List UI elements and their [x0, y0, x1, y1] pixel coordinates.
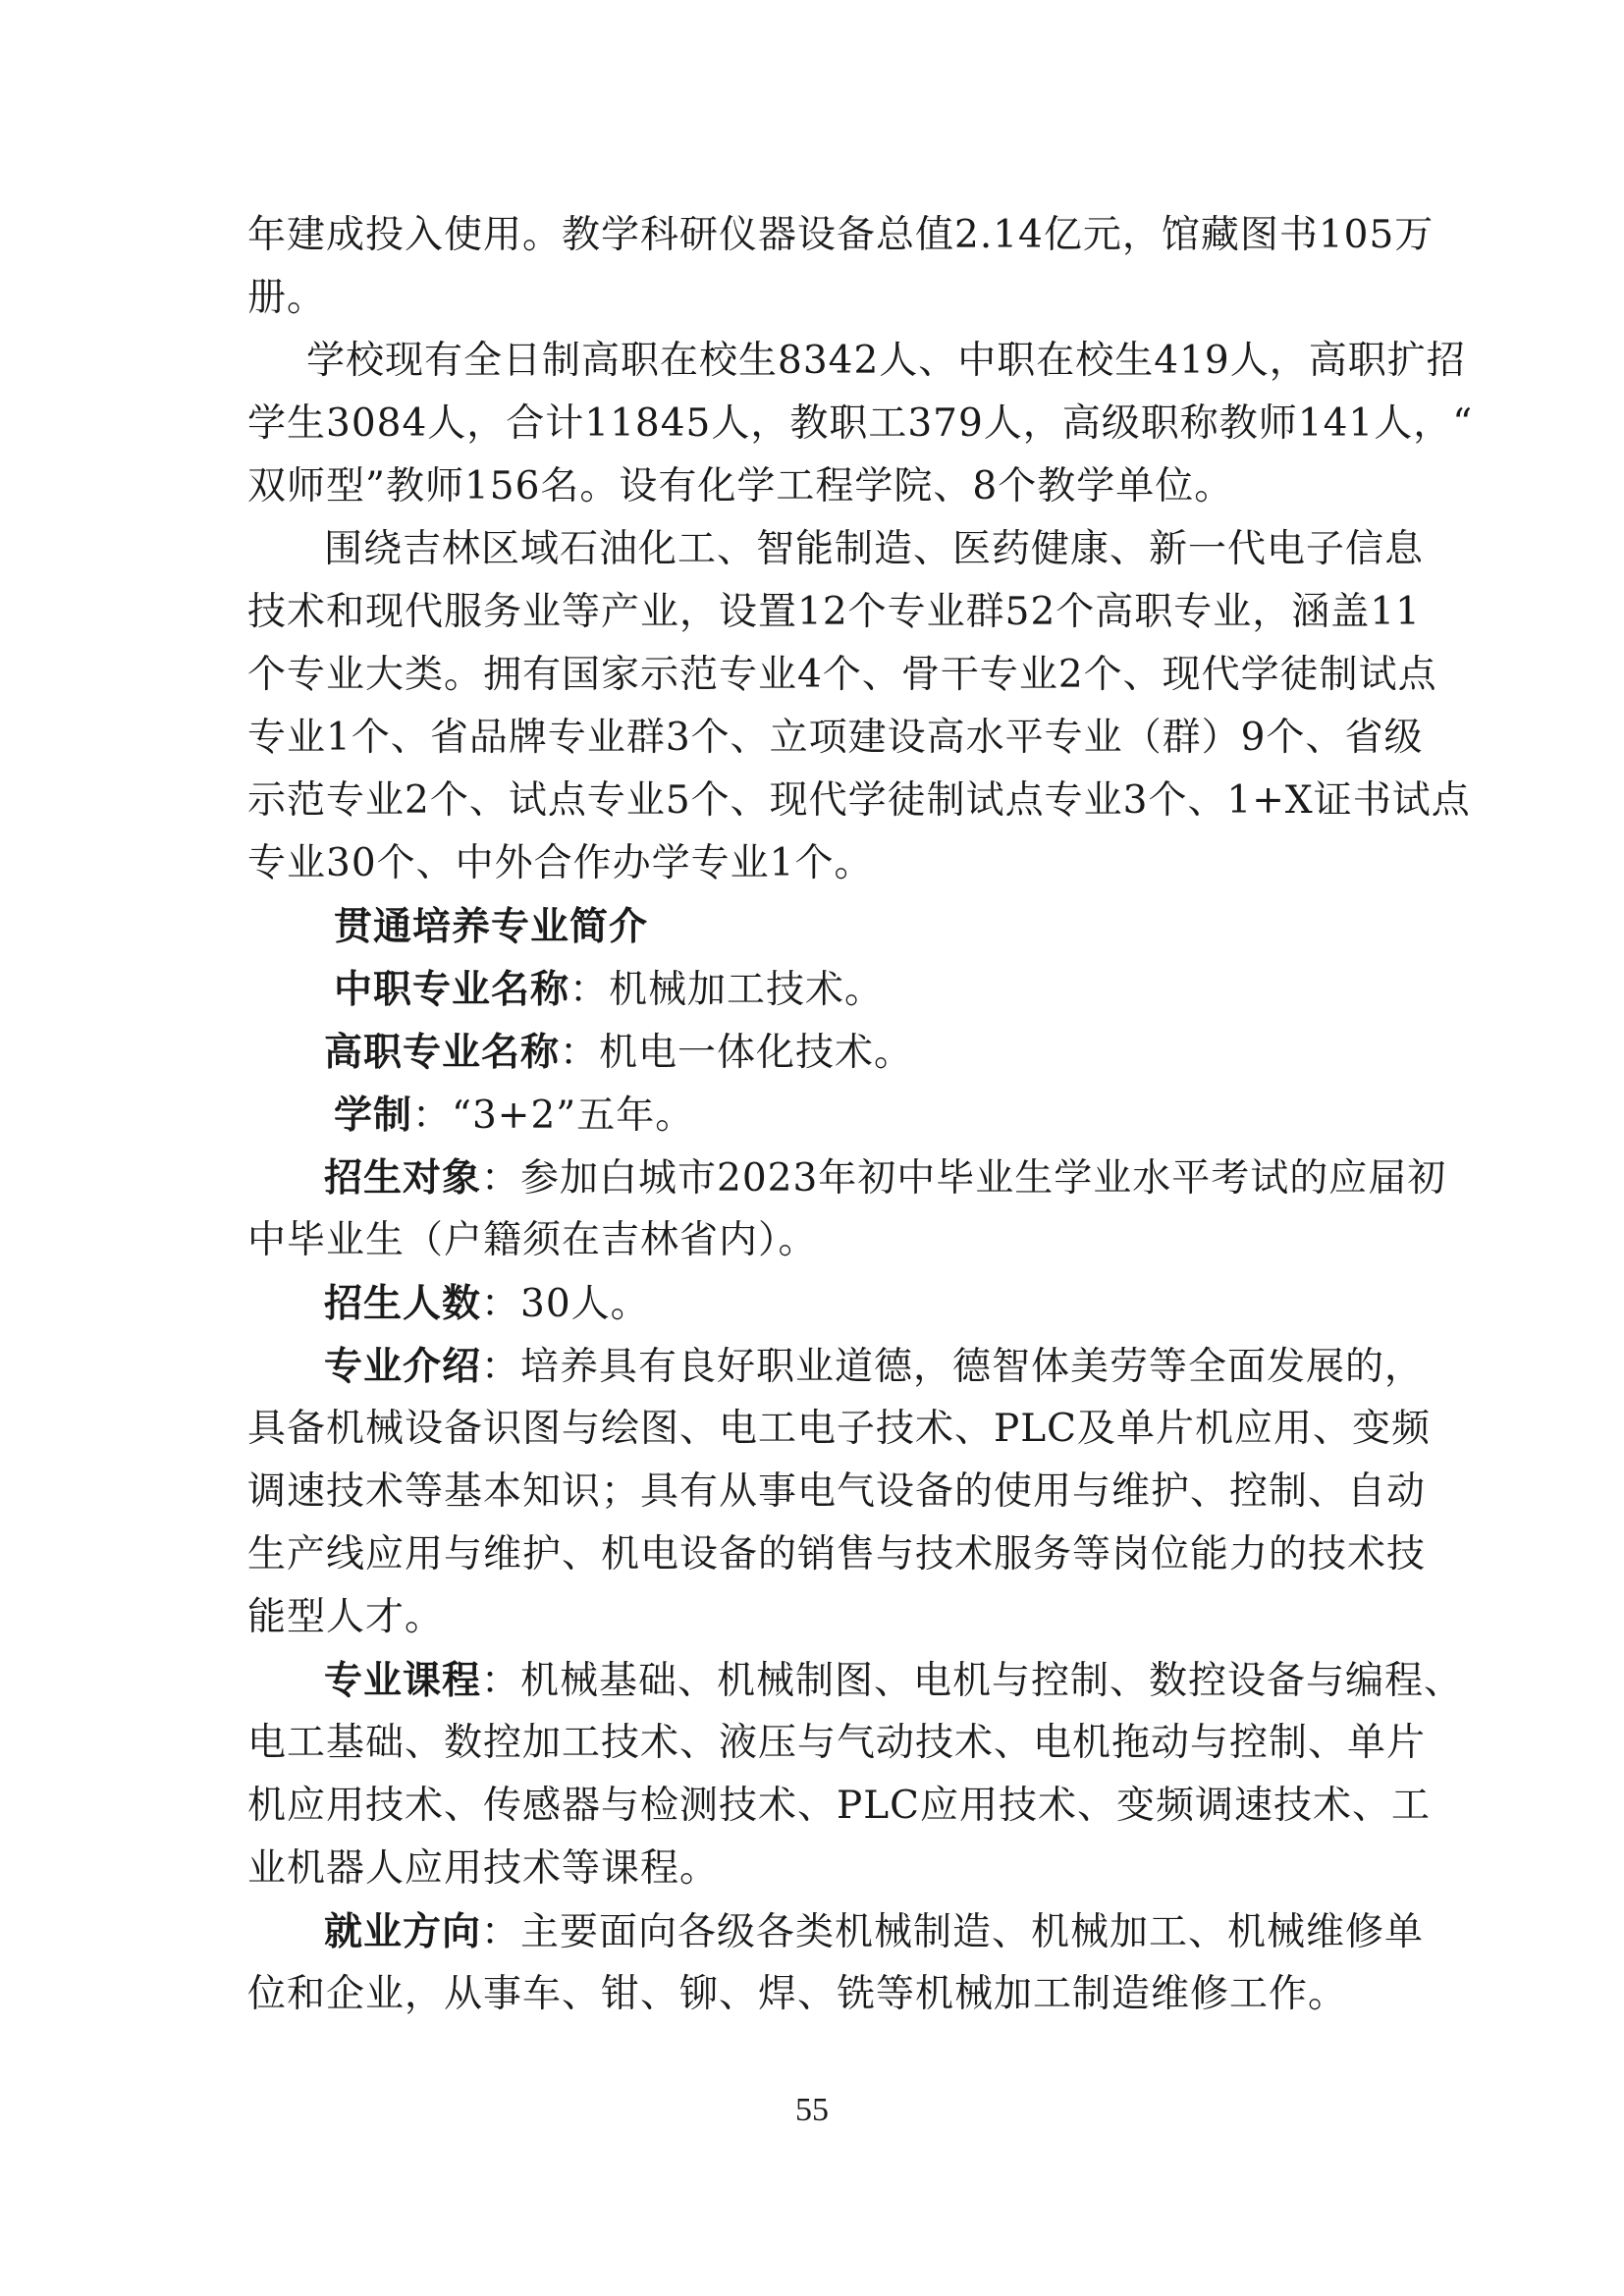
field-jiuye	[324, 1906, 1424, 1958]
field-jiuye-cont: 位和企业，从事车、钳、铆、焊、铣等机械加工制造维修工作。	[247, 1972, 1348, 2016]
field-value: 机械基础、机械制图、电机与控制、数控设备与编程、	[520, 1659, 1464, 1703]
field-value: 30人。	[520, 1282, 650, 1326]
field-label: 专业课程	[324, 1658, 482, 1703]
field-jieshao-cont: 具备机械设备识图与绘图、电工电子技术、PLC及单片机应用、变频	[247, 1407, 1431, 1451]
field-colon: ：	[481, 1910, 521, 1954]
intro-p2-line: 学生3084人，合计11845人，教职工379人，高级职称教师141人，“	[247, 401, 1474, 446]
field-colon: ：	[569, 968, 610, 1012]
field-label: 高职专业名称	[324, 1030, 561, 1075]
field-label: 专业介绍	[324, 1344, 482, 1389]
field-renshu	[324, 1278, 650, 1330]
field-colon: ：	[560, 1031, 600, 1075]
field-value: “3+2”五年。	[452, 1094, 695, 1138]
intro-p1-line: 册。	[247, 276, 327, 320]
field-colon: ：	[481, 1282, 521, 1326]
intro-p3-line: 技术和现代服务业等产业，设置12个专业群52个高职专业，涵盖11	[247, 590, 1421, 634]
field-value: 参加白城市2023年初中毕业生学业水平考试的应届初	[520, 1156, 1447, 1201]
intro-p2-line: 学校现有全日制高职在校生8342人、中职在校生419人，高职扩招	[306, 339, 1466, 383]
field-label: 招生对象	[324, 1155, 482, 1201]
intro-p3-line: 专业1个、省品牌专业群3个、立项建设高水平专业（群）9个、省级	[247, 716, 1424, 760]
intro-p3-line: 示范专业2个、试点专业5个、现代学徒制试点专业3个、1+X证书试点	[247, 778, 1471, 823]
field-colon: ：	[481, 1345, 521, 1389]
field-label: 招生人数	[324, 1281, 482, 1326]
field-xuezhi	[334, 1090, 694, 1142]
field-label: 学制	[334, 1093, 413, 1138]
field-gaozhi	[324, 1027, 913, 1079]
field-value: 培养具有良好职业道德，德智体美劳等全面发展的，	[520, 1345, 1425, 1389]
field-value: 机电一体化技术。	[599, 1031, 914, 1075]
section-title: 贯通培养专业简介	[334, 904, 649, 949]
field-kecheng-cont: 业机器人应用技术等课程。	[247, 1846, 720, 1891]
field-label: 中职专业名称	[334, 967, 570, 1012]
field-jieshao-cont: 能型人才。	[247, 1595, 445, 1639]
intro-p3-line: 个专业大类。拥有国家示范专业4个、骨干专业2个、现代学徒制试点	[247, 653, 1437, 697]
intro-p2-line: 双师型”教师156名。设有化学工程学院、8个教学单位。	[247, 464, 1234, 508]
field-value: 机械加工技术。	[609, 968, 885, 1012]
field-colon: ：	[481, 1659, 521, 1703]
intro-p3-line: 专业30个、中外合作办学专业1个。	[247, 841, 874, 885]
field-colon: ：	[481, 1156, 521, 1201]
field-label: 就业方向	[324, 1909, 482, 1954]
field-jieshao-cont: 生产线应用与维护、机电设备的销售与技术服务等岗位能力的技术技	[247, 1532, 1427, 1576]
field-kecheng	[324, 1655, 1463, 1707]
field-colon: ：	[412, 1094, 453, 1138]
field-kecheng-cont: 电工基础、数控加工技术、液压与气动技术、电机拖动与控制、单片	[247, 1721, 1427, 1765]
page-number: 55	[795, 2092, 829, 2128]
field-zhongzhi	[334, 964, 884, 1016]
intro-p3-line: 围绕吉林区域石油化工、智能制造、医药健康、新一代电子信息	[324, 527, 1425, 571]
field-kecheng-cont: 机应用技术、传感器与检测技术、PLC应用技术、变频调速技术、工	[247, 1784, 1431, 1828]
field-jieshao	[324, 1341, 1424, 1393]
field-value: 主要面向各级各类机械制造、机械加工、机械维修单	[520, 1910, 1425, 1954]
intro-p1-line: 年建成投入使用。教学科研仪器设备总值2.14亿元，馆藏图书105万	[247, 213, 1435, 257]
field-duixiang-cont: 中毕业生（户籍须在吉林省内）。	[247, 1218, 818, 1262]
field-jieshao-cont: 调速技术等基本知识；具有从事电气设备的使用与维护、控制、自动	[247, 1469, 1427, 1514]
field-duixiang	[324, 1152, 1446, 1204]
